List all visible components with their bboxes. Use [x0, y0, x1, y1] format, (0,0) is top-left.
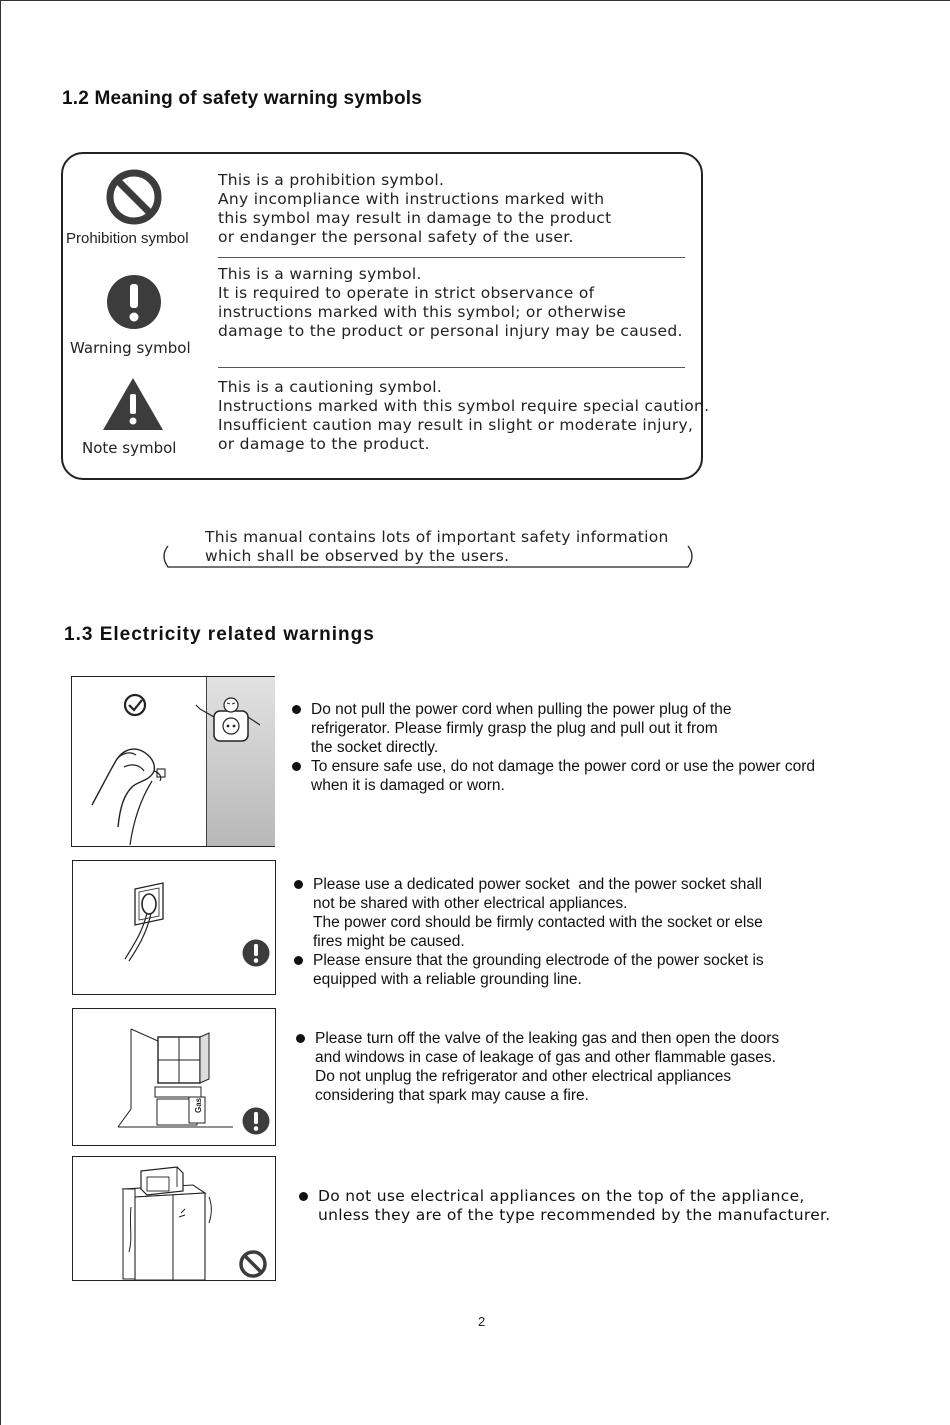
bullet-dot [296, 1034, 305, 1043]
power-cord-illustration [71, 676, 275, 847]
page-number: 2 [478, 1314, 486, 1329]
bullet-text: Do not pull the power cord when pulling the power plug of the refrigerator. Please firmly grasp the plug and pull out it from the socket directly. [311, 701, 732, 756]
warning-bullet [295, 1029, 779, 1105]
prohibition-icon [106, 169, 162, 225]
appliance-on-top-illustration [72, 1156, 276, 1281]
section-heading-electricity: 1.3 Electricity related warnings [64, 624, 375, 645]
bullet-dot [299, 1192, 308, 1201]
bullet-dot [292, 762, 301, 771]
gas-leak-warnings [295, 1029, 779, 1105]
bullet-dot [294, 956, 303, 965]
exclamation-icon [106, 274, 162, 330]
bullet-dot [292, 705, 301, 714]
page-border-top [0, 0, 950, 1]
hand-pulling-plug-drawing [72, 677, 274, 846]
warning-description: This is a warning symbol. It is required to operate in strict observance of instructions marked with this symbol; or otherwise damage to the product or personal injury may be caused. [218, 265, 683, 340]
warning-symbol-label: Warning symbol [70, 339, 191, 357]
warning-bullet [293, 951, 764, 989]
bullet-text: Please turn off the valve of the leaking gas and then open the doors and windows in case of leakage of gas and other flammable gases. Do not unplug the refrigerator and other electrical appliances considering that spark may cause a fire. [315, 1030, 780, 1104]
socket-illustration [72, 860, 276, 995]
safety-note-text: This manual contains lots of important safety information which shall be observed by the users. [205, 528, 669, 565]
caution-triangle-icon [101, 376, 165, 432]
note-symbol-label: Note symbol [82, 439, 177, 457]
warning-bullet [298, 1187, 831, 1225]
socket-warnings [293, 875, 764, 989]
power-cord-warnings [291, 700, 815, 795]
appliance-top-warnings [298, 1187, 831, 1225]
divider [218, 257, 685, 258]
warning-bullet [293, 875, 764, 951]
prohibition-symbol-label: Prohibition symbol [66, 230, 189, 247]
gas-leak-illustration [72, 1008, 276, 1146]
prohibition-icon [239, 1250, 267, 1278]
prohibition-description: This is a prohibition symbol. Any incompliance with instructions marked with this symbol may result in damage to the product or endanger the personal safety of the user. [218, 171, 612, 246]
exclamation-icon [242, 939, 270, 967]
caution-description: This is a cautioning symbol. Instructions marked with this symbol require special caution. Insufficient caution may result in slight or moderate injury, or damage to the product. [218, 378, 710, 453]
safety-note-banner [160, 528, 696, 570]
bullet-text: Please ensure that the grounding electrode of the power socket is equipped with a reliable grounding line. [313, 952, 764, 988]
warning-bullet [291, 700, 815, 757]
bullet-text: To ensure safe use, do not damage the power cord or use the power cord when it is damaged or worn. [311, 758, 816, 794]
warning-bullet [291, 757, 815, 795]
page-border [0, 0, 1, 1425]
exclamation-icon [242, 1107, 270, 1135]
bullet-text: Do not use electrical appliances on the top of the appliance, unless they are of the type recommended by the manufacturer. [318, 1187, 831, 1224]
bullet-text: Please use a dedicated power socket and the power socket shall not be shared with other electrical appliances. The power cord should be firmly contacted with the socket or else fires might be caused. [313, 876, 763, 950]
divider [218, 367, 685, 368]
bullet-dot [294, 880, 303, 889]
section-heading-symbols: 1.2 Meaning of safety warning symbols [62, 88, 423, 109]
wall-socket-drawing [73, 861, 275, 994]
gas-label: Gas [194, 1097, 203, 1113]
